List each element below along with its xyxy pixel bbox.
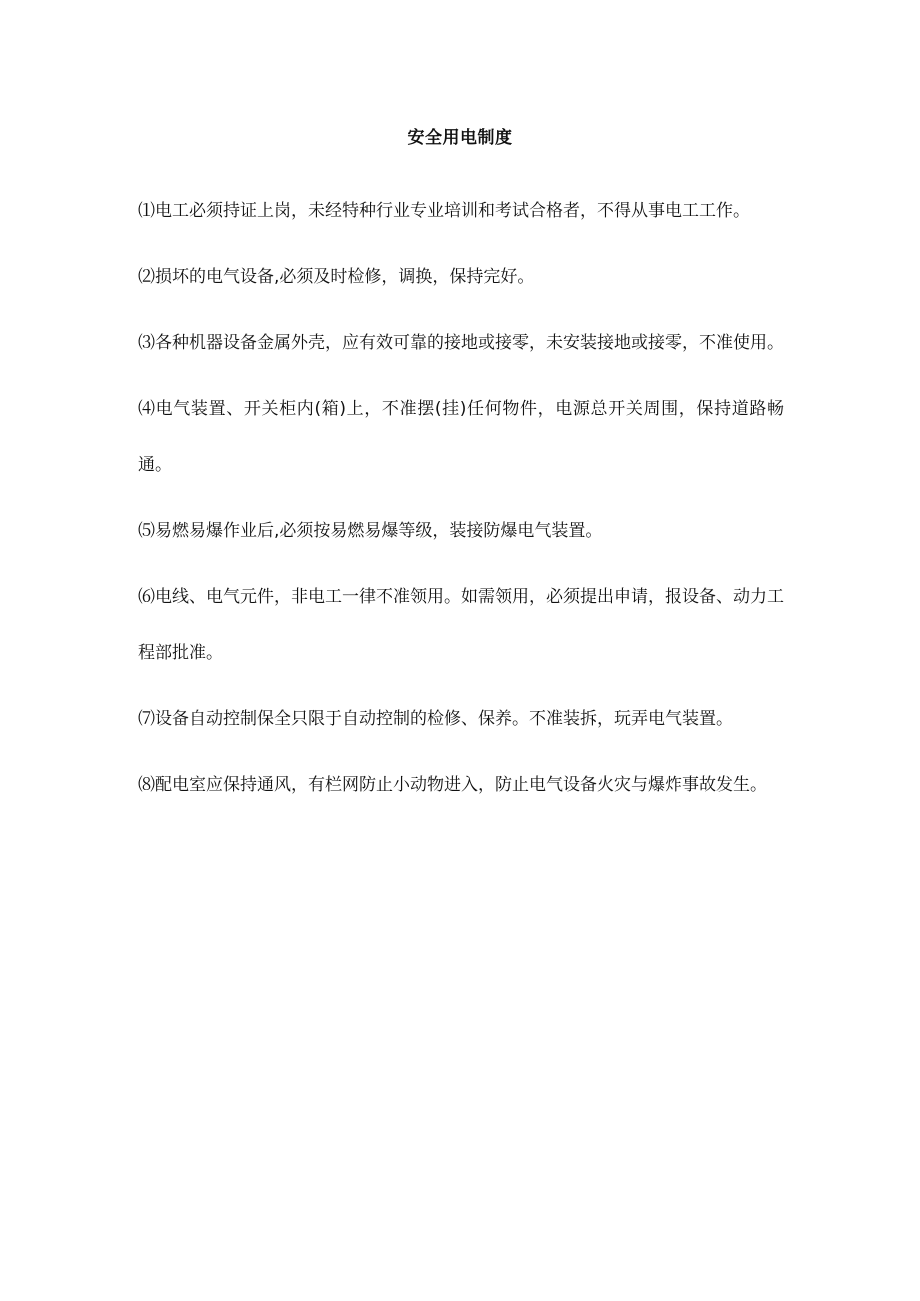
- rule-item-5: [138, 503, 784, 559]
- rule-item-1: [138, 183, 784, 239]
- rule-text: ⑴电工必须持证上岗，未经特种行业专业培训和考试合格者，不得从事电工工作。: [138, 201, 750, 221]
- rule-item-2: [138, 249, 784, 305]
- rule-text: ⑶各种机器设备金属外壳，应有效可靠的接地或接零，未安装接地或接零，不准使用。: [138, 333, 784, 353]
- rule-text: ⑷电气装置、开关柜内(箱)上，不准摆(挂)任何物件，电源总开关周围，保持道路畅通。: [138, 399, 784, 475]
- rule-item-7: [138, 691, 784, 747]
- rule-item-4: [138, 381, 784, 493]
- rule-text: ⑹电线、电气元件，非电工一律不准领用。如需领用，必须提出申请，报设备、动力工程部批准。: [138, 587, 784, 663]
- rule-text: ⑺设备自动控制保全只限于自动控制的检修、保养。不准装拆，玩弄电气装置。: [138, 709, 733, 729]
- document-title: 安全用电制度: [407, 128, 513, 148]
- rule-text: ⑸易燃易爆作业后,必须按易燃易爆等级，装接防爆电气装置。: [138, 521, 603, 541]
- rules-list: [138, 183, 784, 823]
- rule-item-6: [138, 569, 784, 681]
- rule-text: ⑻配电室应保持通风，有栏网防止小动物进入，防止电气设备火灾与爆炸事故发生。: [138, 775, 767, 795]
- rule-text: ⑵损坏的电气设备,必须及时检修，调换，保持完好。: [138, 267, 535, 287]
- rule-item-3: [138, 315, 784, 371]
- rule-item-8: [138, 757, 784, 813]
